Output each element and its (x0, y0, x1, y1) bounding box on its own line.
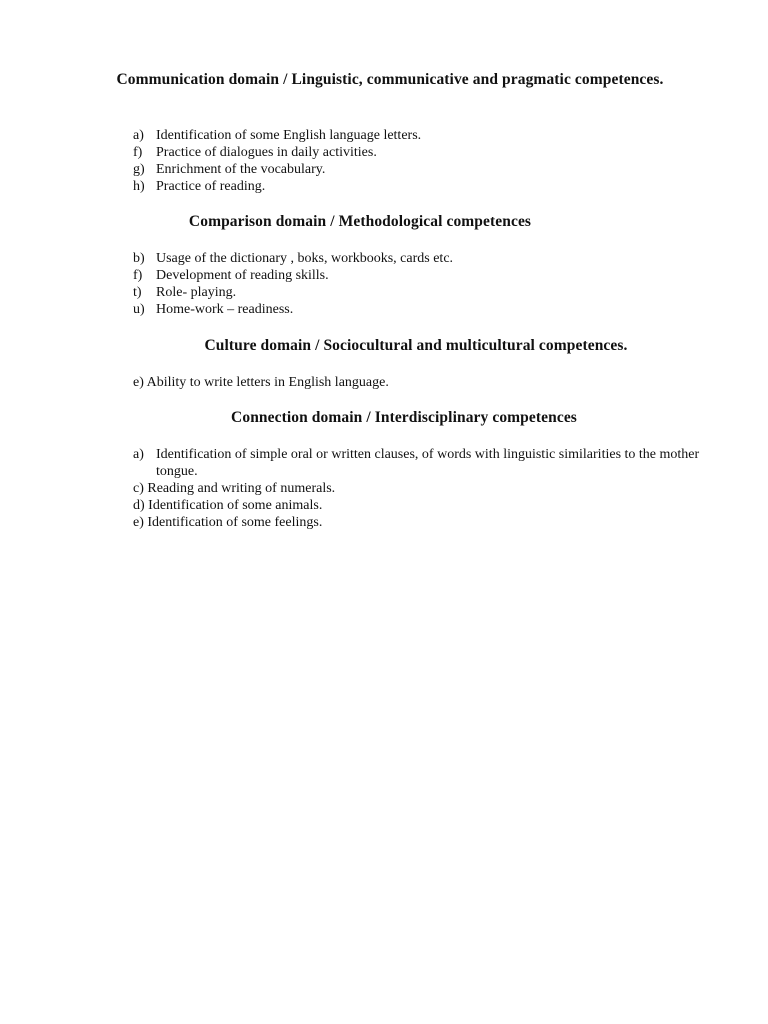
list-marker: a) (133, 447, 144, 462)
list-item: e) Identification of some feelings. (133, 515, 323, 530)
list-marker: g) (133, 162, 145, 177)
list-item-text: Identification of some English language letters. (156, 128, 422, 143)
list-marker: a) (133, 128, 144, 143)
list-item-text: Usage of the dictionary , boks, workbooks, cards etc. (156, 251, 454, 266)
list-marker: f) (133, 268, 143, 283)
comparison-list (133, 250, 693, 318)
list-marker: u) (133, 302, 145, 317)
list-item (133, 446, 713, 480)
list-item (133, 127, 693, 144)
list-item: d) Identification of some animals. (133, 498, 323, 513)
list-marker: t) (133, 285, 142, 300)
list-item (133, 250, 693, 267)
communication-list (133, 127, 693, 195)
list-marker: f) (133, 145, 143, 160)
connection-domain-heading: Connection domain / Interdisciplinary competences (231, 409, 577, 426)
list-item (133, 178, 693, 195)
culture-item: e) Ability to write letters in English language. (133, 375, 389, 390)
culture-domain-heading: Culture domain / Sociocultural and multicultural competences. (204, 337, 628, 354)
list-item-text: Practice of dialogues in daily activities. (156, 145, 377, 160)
list-item: c) Reading and writing of numerals. (133, 481, 336, 496)
list-item-text: Enrichment of the vocabulary. (156, 162, 326, 177)
list-item-text: Development of reading skills. (156, 268, 329, 283)
list-item (133, 301, 693, 318)
connection-list (133, 446, 713, 531)
communication-domain-heading: Communication domain / Linguistic, communicative and pragmatic competences. (116, 71, 664, 88)
list-item (133, 144, 693, 161)
list-item (133, 284, 693, 301)
list-item (133, 161, 693, 178)
list-item-text: Practice of reading. (156, 179, 266, 194)
list-item-text: Home-work – readiness. (156, 302, 294, 317)
list-marker: h) (133, 179, 145, 194)
list-marker: b) (133, 251, 145, 266)
list-item-text: Identification of simple oral or written clauses, of words with linguistic similarities to the mother tongue. (156, 447, 700, 479)
comparison-domain-heading: Comparison domain / Methodological competences (188, 213, 532, 230)
list-item-text: Role- playing. (156, 285, 237, 300)
list-item (133, 267, 693, 284)
